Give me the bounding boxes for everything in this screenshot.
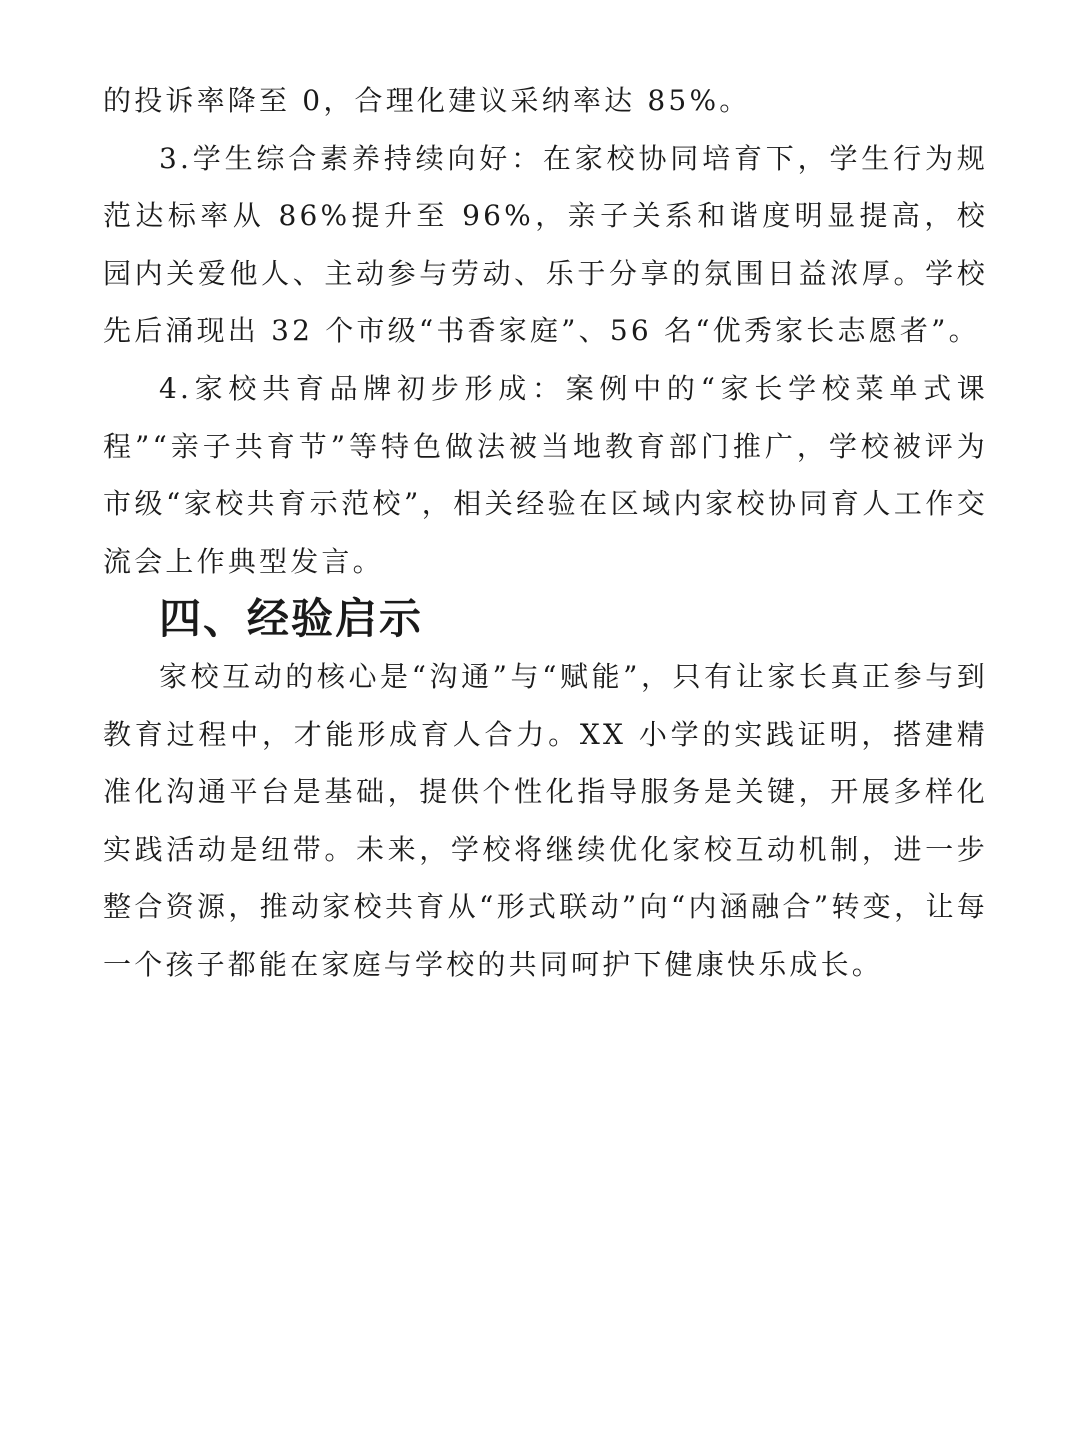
paragraph-item-4: 4.家校共育品牌初步形成：案例中的“家长学校菜单式课程”“亲子共育节”等特色做法被当地教育部门推广，学校被评为市级“家校共育示范校”，相关经验在区域内家校协同育人工作交流会上作典型发言。 [103, 371, 988, 578]
paragraph-item-3: 3.学生综合素养持续向好：在家校协同培育下，学生行为规范达标率从 86%提升至 96%，亲子关系和谐度明显提高，校园内关爱他人、主动参与劳动、乐于分享的氛围日益浓厚。学校先后涌现出 32 个市级“书香家庭”、56 名“优秀家长志愿者”。 [103, 141, 988, 348]
section-heading: 四、经验启示 [159, 594, 424, 644]
document-body [103, 72, 988, 994]
paragraph-continuation: 的投诉率降至 0，合理化建议采纳率达 85%。 [103, 84, 751, 117]
paragraph-section-4: 家校互动的核心是“沟通”与“赋能”，只有让家长真正参与到教育过程中，才能形成育人合力。XX 小学的实践证明，搭建精准化沟通平台是基础，提供个性化指导服务是关键，开展多样化实践活动是纽带。未来，学校将继续优化家校互动机制，进一步整合资源，推动家校共育从“形式联动”向“内涵融合”转变，让每一个孩子都能在家庭与学校的共同呵护下健康快乐成长。 [103, 659, 988, 981]
